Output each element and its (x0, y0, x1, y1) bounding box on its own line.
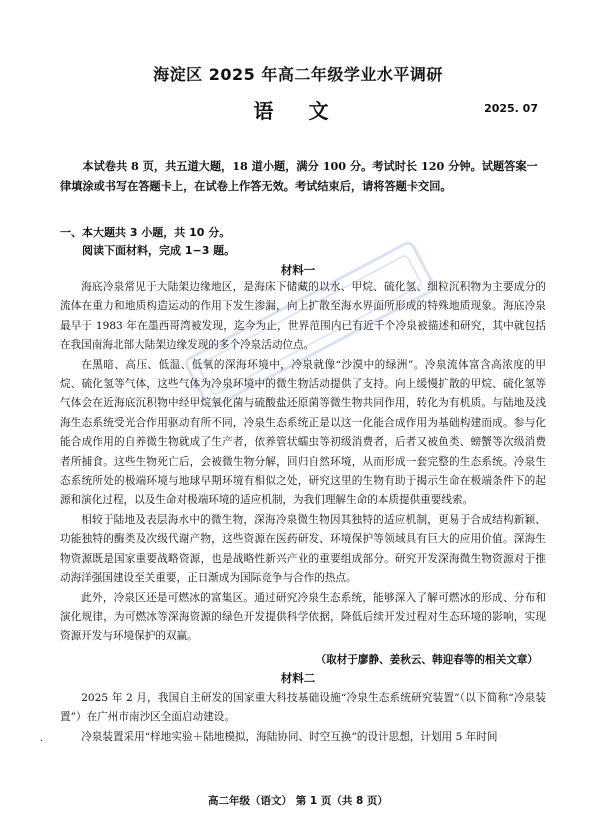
material-one-paragraph: 在黑暗、高压、低温、低氧的深海环境中，冷泉就像“沙漠中的绿洲”。冷泉流体富含高浓度的甲烷、硫化氢等气体，这些气体为冷泉环境中的微生物活动提供了支持。向上缓慢扩散的甲烷、硫化氢等气体会在近海底沉积物中经甲烷氧化菌与硫酸盐还原菌等微生物共同作用，转化为有机质。与陆地及浅海生态系统受光合作用驱动有所不同，冷泉生态系统正是以这一化能合成作用为基础构建而成。参与化能合成作用的自养微生物就成了生产者，依养管状蠕虫等初级消费者，后者又被鱼类、螃蟹等次级消费者所捕食。这些生物死亡后，会被微生物分解，回归自然环境，从而形成一套完整的生态系统。冷泉生态系统所处的极端环境与地球早期环境有相似之处，研究这里的生物有助于揭示生命在极端条件下的起源和演化过程，以及生命对极端环境的适应机制，为我们理解生命的本质提供重要线索。 (60, 358, 546, 507)
exam-date: 2025. 07 (484, 102, 538, 115)
page-footer: 高二年级（语文） 第 1 页（共 8 页） (208, 795, 388, 807)
material-two-body (60, 689, 546, 747)
subject-heading: 语 文 (253, 99, 343, 123)
material-one-paragraph: 相较于陆地及表层海水中的微生物，深海冷泉微生物因其独特的适应机制，更易于合成结构新颖、功能独特的酶类及次级代谢产物，这些资源在医药研发、环境保护等领域具有巨大的应用价值。深海生物资源既是国家重要战略资源，也是战略性新兴产业的重要组成部分。研究开发深海微生物资源对于推动海洋强国建设至关重要，正日渐成为国际竞争与合作的热点。 (60, 513, 546, 585)
exam-title: 海淀区 2025 年高二年级学业水平调研 (153, 65, 443, 84)
exam-notice: 本试卷共 8 页，共五道大题，18 道小题，满分 100 分。考试时长 120 分钟。试题答案一律填涂或书写在答题卡上，在试卷上作答无效。考试结束后，请将答题卡交回。 (60, 159, 538, 193)
section-heading: 一、本大题共 3 小题，共 10 分。 (60, 226, 231, 239)
material-two-paragraph: 2025 年 2 月，我国自主研发的国家重大科技基础设施“冷泉生态系统研究装置”（以下简称“冷泉装置”）在广州市南沙区全面启动建设。 (60, 692, 546, 724)
section-instruction: 阅读下面材料，完成 1−3 题。 (82, 244, 236, 257)
material-one-paragraph: 此外，冷泉区还是可燃冰的富集区。通过研究冷泉生态系统，能够深入了解可燃冰的形成、分布和演化规律，为可燃冰等深海资源的绿色开发提供科学依据，降低后续开发过程对生态环境的影响，实现资源开发与环境保护的双赢。 (60, 591, 546, 643)
material-two-paragraph: 冷泉装置采用“样地实验＋陆地模拟，海陆协同、时空互换”的设计思想，计划用 5 年时间 (81, 730, 498, 743)
material-one-source: （取材于廖静、姜秋云、韩迎春等的相关文章） (315, 654, 538, 666)
material-two-title: 材料二 (280, 671, 316, 685)
margin-dot: · (40, 736, 44, 747)
material-one-paragraph: 海底冷泉常见于大陆架边缘地区，是海床下储藏的以水、甲烷、硫化氢、细粒沉积物为主要成分的流体在重力和地质构造运动的作用下发生渗漏，向上扩散至海水界面所形成的特殊地质现象。海底冷泉最早于 1983 年在墨西哥湾被发现，迄今为止，世界范围内已有近千个冷泉被描述和研究，其中就包括在我国南海北部大陆架边缘发现的多个冷泉活动位点。 (60, 281, 546, 352)
material-one-title: 材料一 (280, 263, 316, 277)
material-one-body (60, 278, 546, 647)
